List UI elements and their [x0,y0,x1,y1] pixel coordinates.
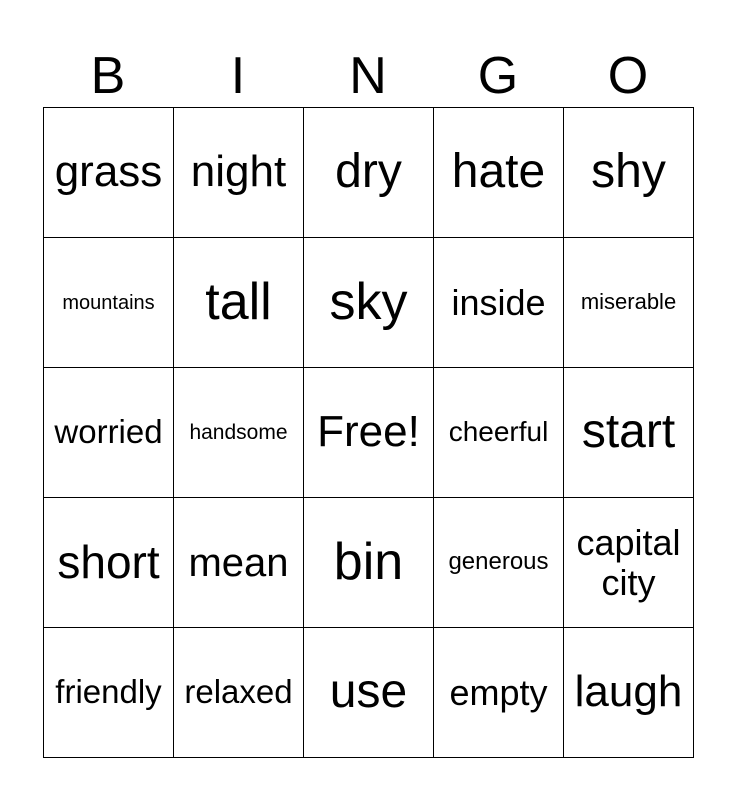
bingo-cell: miserable [564,238,694,368]
header-letter-n: N [349,47,387,105]
header-letter-b: B [90,47,126,105]
bingo-cell: laugh [564,628,694,758]
bingo-cell: friendly [44,628,174,758]
bingo-cell: mean [174,498,304,628]
header-letter-i: I [230,47,246,105]
bingo-cell: bin [304,498,434,628]
bingo-cell: grass [44,108,174,238]
bingo-cell: empty [434,628,564,758]
bingo-cell: capital city [564,498,694,628]
bingo-cell: inside [434,238,564,368]
bingo-board [43,107,694,758]
bingo-cell: generous [434,498,564,628]
header-letter-g: G [477,47,519,105]
bingo-cell: handsome [174,368,304,498]
bingo-cell: dry [304,108,434,238]
bingo-cell: use [304,628,434,758]
bingo-cell: start [564,368,694,498]
bingo-cell: night [174,108,304,238]
bingo-cell: short [44,498,174,628]
bingo-cell: tall [174,238,304,368]
free-space-cell: Free! [304,368,434,498]
bingo-cell: mountains [44,238,174,368]
bingo-cell: hate [434,108,564,238]
bingo-cell: cheerful [434,368,564,498]
bingo-cell: worried [44,368,174,498]
bingo-header [43,46,693,106]
header-letter-o: O [607,47,649,105]
bingo-cell: shy [564,108,694,238]
bingo-cell: relaxed [174,628,304,758]
bingo-cell: sky [304,238,434,368]
